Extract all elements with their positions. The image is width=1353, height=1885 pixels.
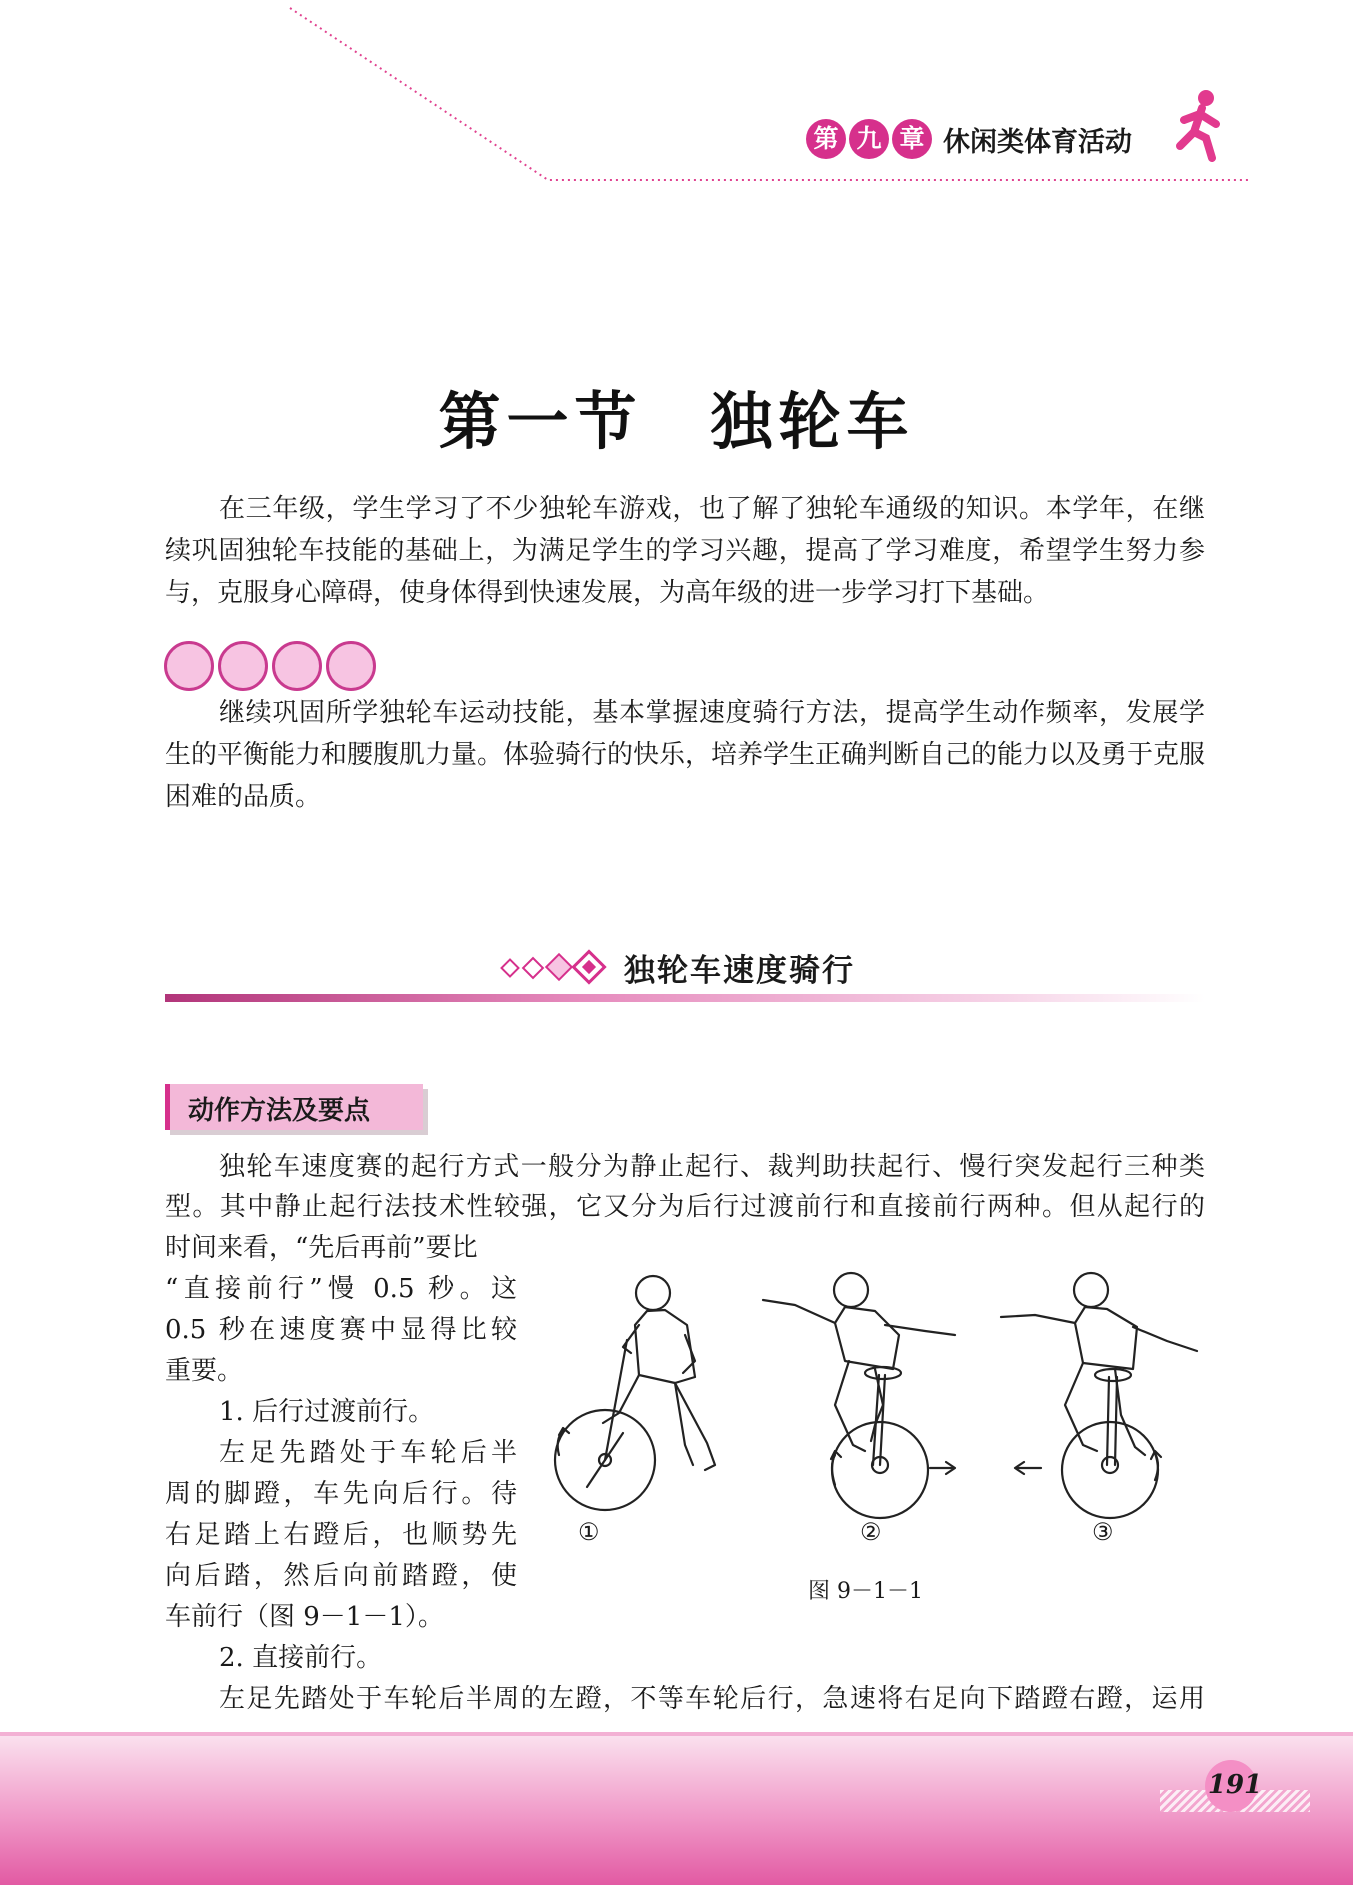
figure-label-1: ① xyxy=(578,1518,600,1546)
narrow-line: 向后踏，然后向前踏蹬，使 xyxy=(165,1561,517,1591)
footer-band xyxy=(0,1732,1353,1885)
unicycle-rider-3 xyxy=(1001,1273,1197,1518)
page-number: 191 xyxy=(1207,1770,1263,1800)
subsection-rule xyxy=(165,994,1205,1002)
chapter-char-3: 章 xyxy=(892,119,932,159)
intro-paragraph xyxy=(165,488,1205,614)
narrow-line: 重要。 xyxy=(165,1356,244,1386)
page-number-badge xyxy=(1205,1760,1305,1812)
footer-top-line xyxy=(0,1732,1353,1736)
narrow-line: 右足踏上右蹬后，也顺势先 xyxy=(165,1520,517,1550)
narrow-line: 左足先踏处于车轮后半 xyxy=(219,1438,517,1468)
runner-icon xyxy=(1172,88,1232,168)
goals-marker xyxy=(164,641,380,691)
chapter-title: 休闲类体育活动 xyxy=(943,126,1132,158)
body-line: 左足先踏处于车轮后半周的左蹬，不等车轮后行，急速将右足向下踏蹬右蹬，运用 xyxy=(219,1684,1205,1714)
narrow-line: 周的脚蹬，车先向后行。待 xyxy=(165,1479,517,1509)
chapter-header xyxy=(806,117,1132,161)
goals-text: 继续巩固所学独轮车运动技能，基本掌握速度骑行方法，提高学生动作频率，发展学生的平衡能力和腰腹肌力量。体验骑行的快乐，培养学生正确判断自己的能力以及勇于克服困难的品质。 xyxy=(165,698,1206,812)
goal-circle xyxy=(326,641,376,691)
method-tag xyxy=(165,1084,423,1130)
chapter-char-2: 九 xyxy=(849,119,889,159)
section-title: 第一节 独轮车 xyxy=(438,385,915,458)
narrow-line: 2. 直接前行。 xyxy=(219,1643,383,1673)
body-line: 独轮车速度赛的起行方式一般分为静止起行、裁判助扶起行、慢行突发起行三种类 xyxy=(219,1152,1205,1182)
figure-caption: 图 9－1－1 xyxy=(808,1579,923,1604)
subsection-title: 独轮车速度骑行 xyxy=(624,953,855,989)
unicycle-rider-2 xyxy=(763,1273,955,1518)
header-dotted-line xyxy=(0,0,1353,200)
diamond-ornament-icon xyxy=(500,948,610,988)
subsection-header xyxy=(500,945,855,990)
narrow-line: 车前行（图 9－1－1）。 xyxy=(165,1602,444,1632)
figure-label-2: ② xyxy=(860,1518,882,1546)
goals-paragraph xyxy=(165,692,1205,818)
narrow-line: 时间来看，“先后再前”要比 xyxy=(165,1233,478,1263)
figure-label-3: ③ xyxy=(1092,1518,1114,1546)
narrow-line: “直接前行”慢 0.5 秒。这 xyxy=(165,1274,517,1304)
narrow-line: 0.5 秒在速度赛中显得比较 xyxy=(165,1315,517,1345)
goal-circle xyxy=(164,641,214,691)
narrow-line: 1. 后行过渡前行。 xyxy=(219,1397,435,1427)
body-line: 型。其中静止起行法技术性较强，它又分为后行过渡前行和直接前行两种。但从起行的 xyxy=(165,1192,1205,1222)
intro-text: 在三年级，学生学习了不少独轮车游戏，也了解了独轮车通级的知识。本学年，在继续巩固独轮车技能的基础上，为满足学生的学习兴趣，提高了学习难度，希望学生努力参与，克服身心障碍，使身体得到快速发展，为高年级的进一步学习打下基础。 xyxy=(165,494,1205,608)
chapter-char-1: 第 xyxy=(806,119,846,159)
unicycle-rider-1 xyxy=(555,1276,715,1510)
goal-circle xyxy=(218,641,268,691)
goal-circle xyxy=(272,641,322,691)
method-tag-label: 动作方法及要点 xyxy=(188,1096,371,1126)
